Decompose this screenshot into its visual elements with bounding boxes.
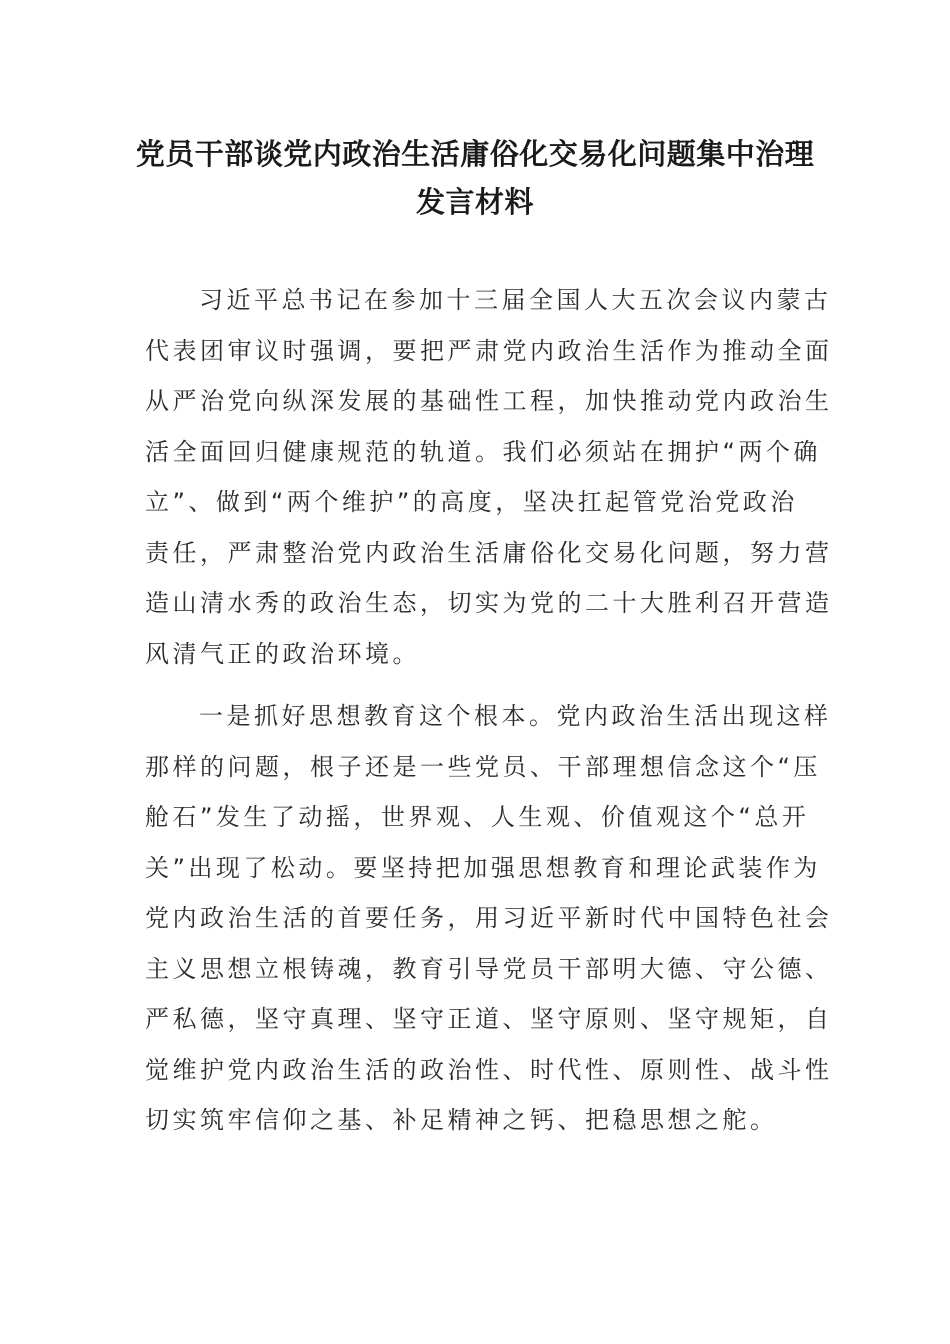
paragraph-1	[145, 275, 833, 679]
paragraph-line: 造山清水秀的政治生态，切实为党的二十大胜利召开营造	[145, 589, 833, 617]
title-line-1: 党员干部谈党内政治生活庸俗化交易化问题集中治理	[135, 137, 815, 171]
paragraph-line: 风清气正的政治环境。	[145, 639, 420, 668]
title-line-2: 发言材料	[415, 185, 534, 219]
paragraph-line: 习近平总书记在参加十三届全国人大五次会议内蒙古	[199, 286, 832, 314]
paragraph-2	[145, 691, 833, 1146]
paragraph-line: 活全面回归健康规范的轨道。我们必须站在拥护“两个确	[145, 437, 821, 466]
paragraph-line: 关”出现了松动。要坚持把加强思想教育和理论武装作为	[145, 853, 821, 882]
paragraph-line: 觉维护党内政治生活的政治性、时代性、原则性、战斗性	[145, 1055, 833, 1084]
paragraph-line: 党内政治生活的首要任务，用习近平新时代中国特色社会	[145, 904, 833, 932]
paragraph-line: 舱石”发生了动摇，世界观、人生观、价值观这个“总开	[145, 803, 810, 831]
paragraph-line: 那样的问题，根子还是一些党员、干部理想信念这个“压	[145, 752, 821, 781]
paragraph-line: 立”、做到“两个维护”的高度，坚决扛起管党治党政治	[145, 488, 798, 516]
document-body	[145, 275, 833, 1158]
paragraph-line: 代表团审议时强调，要把严肃党内政治生活作为推动全面	[145, 336, 833, 365]
document-title	[130, 130, 820, 226]
paragraph-line: 从严治党向纵深发展的基础性工程，加快推动党内政治生	[145, 387, 833, 415]
paragraph-line: 严私德，坚守真理、坚守正道、坚守原则、坚守规矩，自	[145, 1005, 833, 1033]
paragraph-line: 主义思想立根铸魂，教育引导党员干部明大德、守公德、	[145, 954, 833, 983]
paragraph-line: 责任，严肃整治党内政治生活庸俗化交易化问题，努力营	[145, 538, 833, 567]
paragraph-line: 一是抓好思想教育这个根本。党内政治生活出现这样	[199, 702, 832, 730]
paragraph-line: 切实筑牢信仰之基、补足精神之钙、把稳思想之舵。	[145, 1106, 778, 1134]
